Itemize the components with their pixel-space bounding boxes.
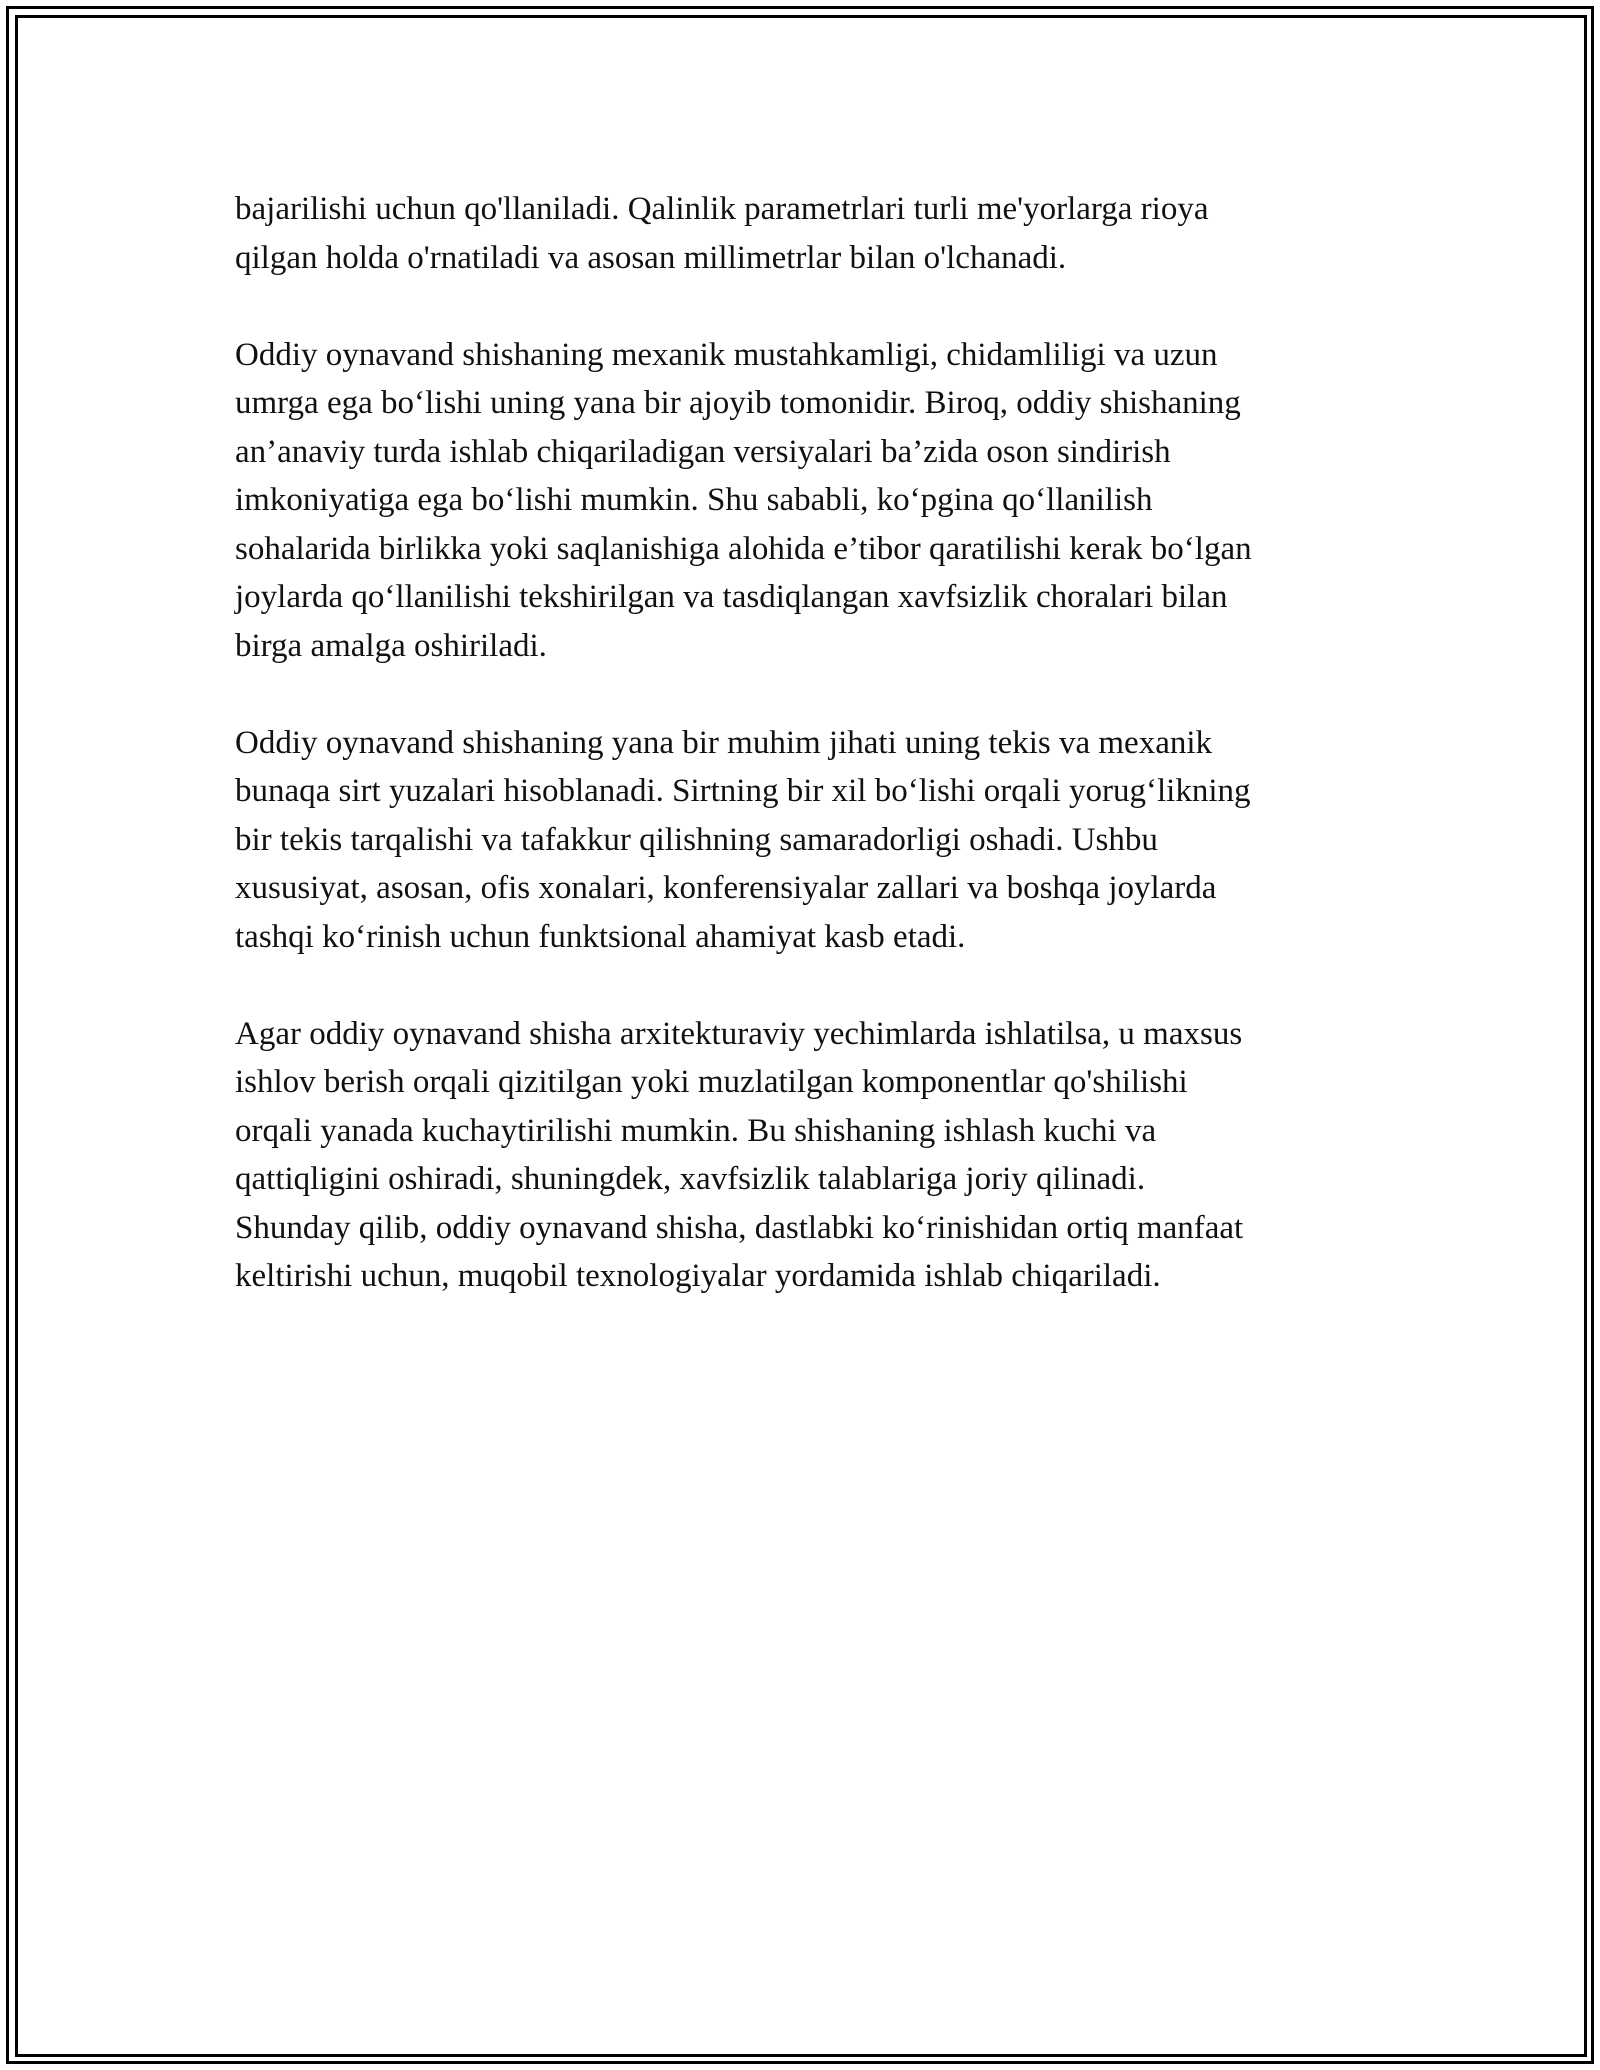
text-line: bajarilishi uchun qo'llaniladi. Qalinlik parametrlari turli me'yorlarga rioya <box>235 191 1209 227</box>
text-line: tashqi ko‘rinish uchun funktsional ahamiyat kasb etadi. <box>235 918 966 955</box>
text-line: qilgan holda o'rnatiladi va asosan millimetrlar bilan o'lchanadi. <box>235 239 1067 276</box>
paragraph-3 <box>235 719 1380 962</box>
text-line: birga amalga oshiriladi. <box>235 627 547 664</box>
text-line: ishlov berish orqali qizitilgan yoki muzlatilgan komponentlar qo'shilishi <box>235 1064 1188 1100</box>
document-body <box>235 185 1380 1349</box>
paragraph-1 <box>235 185 1380 282</box>
text-line: imkoniyatiga ega bo‘lishi mumkin. Shu sababli, ko‘pgina qo‘llanilish <box>235 482 1153 518</box>
paragraph-4 <box>235 1010 1380 1301</box>
text-line: umrga ega bo‘lishi uning yana bir ajoyib tomonidir. Biroq, oddiy shishaning <box>235 385 1241 421</box>
text-line: keltirishi uchun, muqobil texnologiyalar yordamida ishlab chiqariladi. <box>235 1258 1161 1294</box>
text-line: Agar oddiy oynavand shisha arxitekturaviy yechimlarda ishlatilsa, u maxsus <box>235 1015 1243 1052</box>
text-line: Oddiy oynavand shishaning yana bir muhim jihati uning tekis va mexanik <box>235 724 1213 761</box>
text-line: sohalarida birlikka yoki saqlanishiga alohida e’tibor qaratilishi kerak bo‘lgan <box>235 530 1252 567</box>
text-line: qattiqligini oshiradi, shuningdek, xavfsizlik talablariga joriy qilinadi. <box>235 1161 1146 1197</box>
text-line: orqali yanada kuchaytirilishi mumkin. Bu shishaning ishlash kuchi va <box>235 1112 1157 1149</box>
text-line: Oddiy oynavand shishaning mexanik mustahkamligi, chidamliligi va uzun <box>235 336 1218 373</box>
text-line: xususiyat, asosan, ofis xonalari, konferensiyalar zallari va boshqa joylarda <box>235 870 1217 906</box>
text-line: bunaqa sirt yuzalari hisoblanadi. Sirtning bir xil bo‘lishi orqali yorug‘likning <box>235 773 1251 809</box>
text-line: Shunday qilib, oddiy oynavand shisha, dastlabki ko‘rinishidan ortiq manfaat <box>235 1209 1244 1246</box>
paragraph-2 <box>235 331 1380 671</box>
text-line: joylarda qo‘llanilishi tekshirilgan va tasdiqlangan xavfsizlik choralari bilan <box>235 579 1228 615</box>
text-line: an’anaviy turda ishlab chiqariladigan versiyalari ba’zida oson sindirish <box>235 433 1171 470</box>
text-line: bir tekis tarqalishi va tafakkur qilishning samaradorligi oshadi. Ushbu <box>235 821 1158 858</box>
